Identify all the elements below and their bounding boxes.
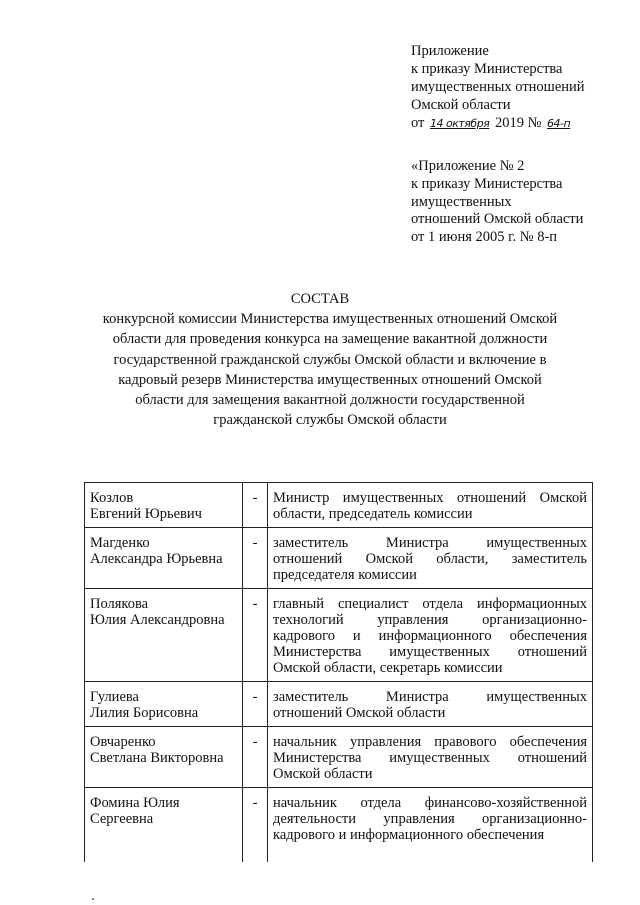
member-name bbox=[85, 528, 243, 589]
member-name bbox=[85, 682, 243, 727]
member-name bbox=[85, 788, 243, 863]
scan-speck bbox=[92, 898, 94, 900]
handwritten-order-number: 64-п bbox=[547, 117, 571, 130]
appendix-block bbox=[411, 42, 585, 133]
member-dash: - bbox=[243, 483, 268, 528]
member-surname: Гулиева bbox=[90, 689, 139, 705]
member-dash: - bbox=[243, 788, 268, 863]
member-given-name: Лилия Борисовна bbox=[90, 705, 199, 721]
member-dash: - bbox=[243, 589, 268, 682]
appendix2-line: от 1 июня 2005 г. № 8-п bbox=[411, 229, 558, 246]
member-role: заместитель Министра имущественных отношений Омской области bbox=[268, 682, 593, 727]
appendix-line: Приложение bbox=[411, 43, 489, 59]
appendix-line: к приказу Министерства bbox=[411, 61, 563, 77]
member-name bbox=[85, 727, 243, 788]
appendix2-line: отношений Омской области bbox=[411, 211, 584, 228]
member-surname: Магденко bbox=[90, 535, 150, 551]
appendix-line: Омской области bbox=[411, 97, 511, 113]
table-row bbox=[85, 788, 593, 863]
table-row bbox=[85, 682, 593, 727]
member-surname: Фомина Юлия bbox=[90, 795, 180, 811]
member-dash: - bbox=[243, 682, 268, 727]
commission-members-table bbox=[84, 482, 593, 862]
member-dash: - bbox=[243, 727, 268, 788]
member-given-name: Сергеевна bbox=[90, 811, 154, 827]
member-name bbox=[85, 483, 243, 528]
member-role: начальник управления правового обеспечения Министерства имущественных отношений Омской области bbox=[268, 727, 593, 788]
member-role: заместитель Министра имущественных отношений Омской области, заместитель председателя комиссии bbox=[268, 528, 593, 589]
member-surname: Овчаренко bbox=[90, 734, 156, 750]
document-title: СОСТАВ bbox=[290, 291, 350, 307]
table-row bbox=[85, 589, 593, 682]
member-given-name: Александра Юрьевна bbox=[90, 551, 223, 567]
appendix-line: имущественных отношений bbox=[411, 79, 585, 95]
handwritten-date: 14 октября bbox=[430, 117, 490, 130]
appendix2-line: к приказу Министерства bbox=[411, 175, 563, 192]
member-given-name: Юлия Александровна bbox=[90, 612, 225, 628]
member-dash: - bbox=[243, 528, 268, 589]
table-row bbox=[85, 727, 593, 788]
table-row bbox=[85, 483, 593, 528]
appendix2-line: имущественных bbox=[411, 193, 512, 210]
document-subtitle: конкурсной комиссии Министерства имущественных отношений Омской области для проведения конкурса на замещение вакантной должности государственной гражданской службы Омской области и включение в кадровый резерв Министерства имущественных отношений Омской области для замещения вакантной должности государственной гражданской службы Омской области bbox=[102, 311, 558, 429]
member-surname: Полякова bbox=[90, 596, 149, 612]
member-role: главный специалист отдела информационных технологий управления организационно-кадрового и информационного обеспечения Министерства имущественных отношений Омской области, секретарь комиссии bbox=[268, 589, 593, 682]
table-row bbox=[85, 528, 593, 589]
member-role: Министр имущественных отношений Омской области, председатель комиссии bbox=[268, 483, 593, 528]
order-year: 2019 № bbox=[494, 115, 542, 131]
member-name bbox=[85, 589, 243, 682]
date-prefix: от bbox=[411, 115, 425, 131]
appendix-date-line bbox=[411, 114, 585, 133]
member-surname: Козлов bbox=[90, 490, 134, 506]
member-given-name: Светлана Викторовна bbox=[90, 750, 224, 766]
member-given-name: Евгений Юрьевич bbox=[90, 506, 202, 522]
appendix2-line: «Приложение № 2 bbox=[411, 158, 525, 174]
appendix2-block bbox=[411, 158, 583, 247]
member-role: начальник отдела финансово-хозяйственной деятельности управления организационно-кадрового и информационного обеспечения bbox=[268, 788, 593, 863]
